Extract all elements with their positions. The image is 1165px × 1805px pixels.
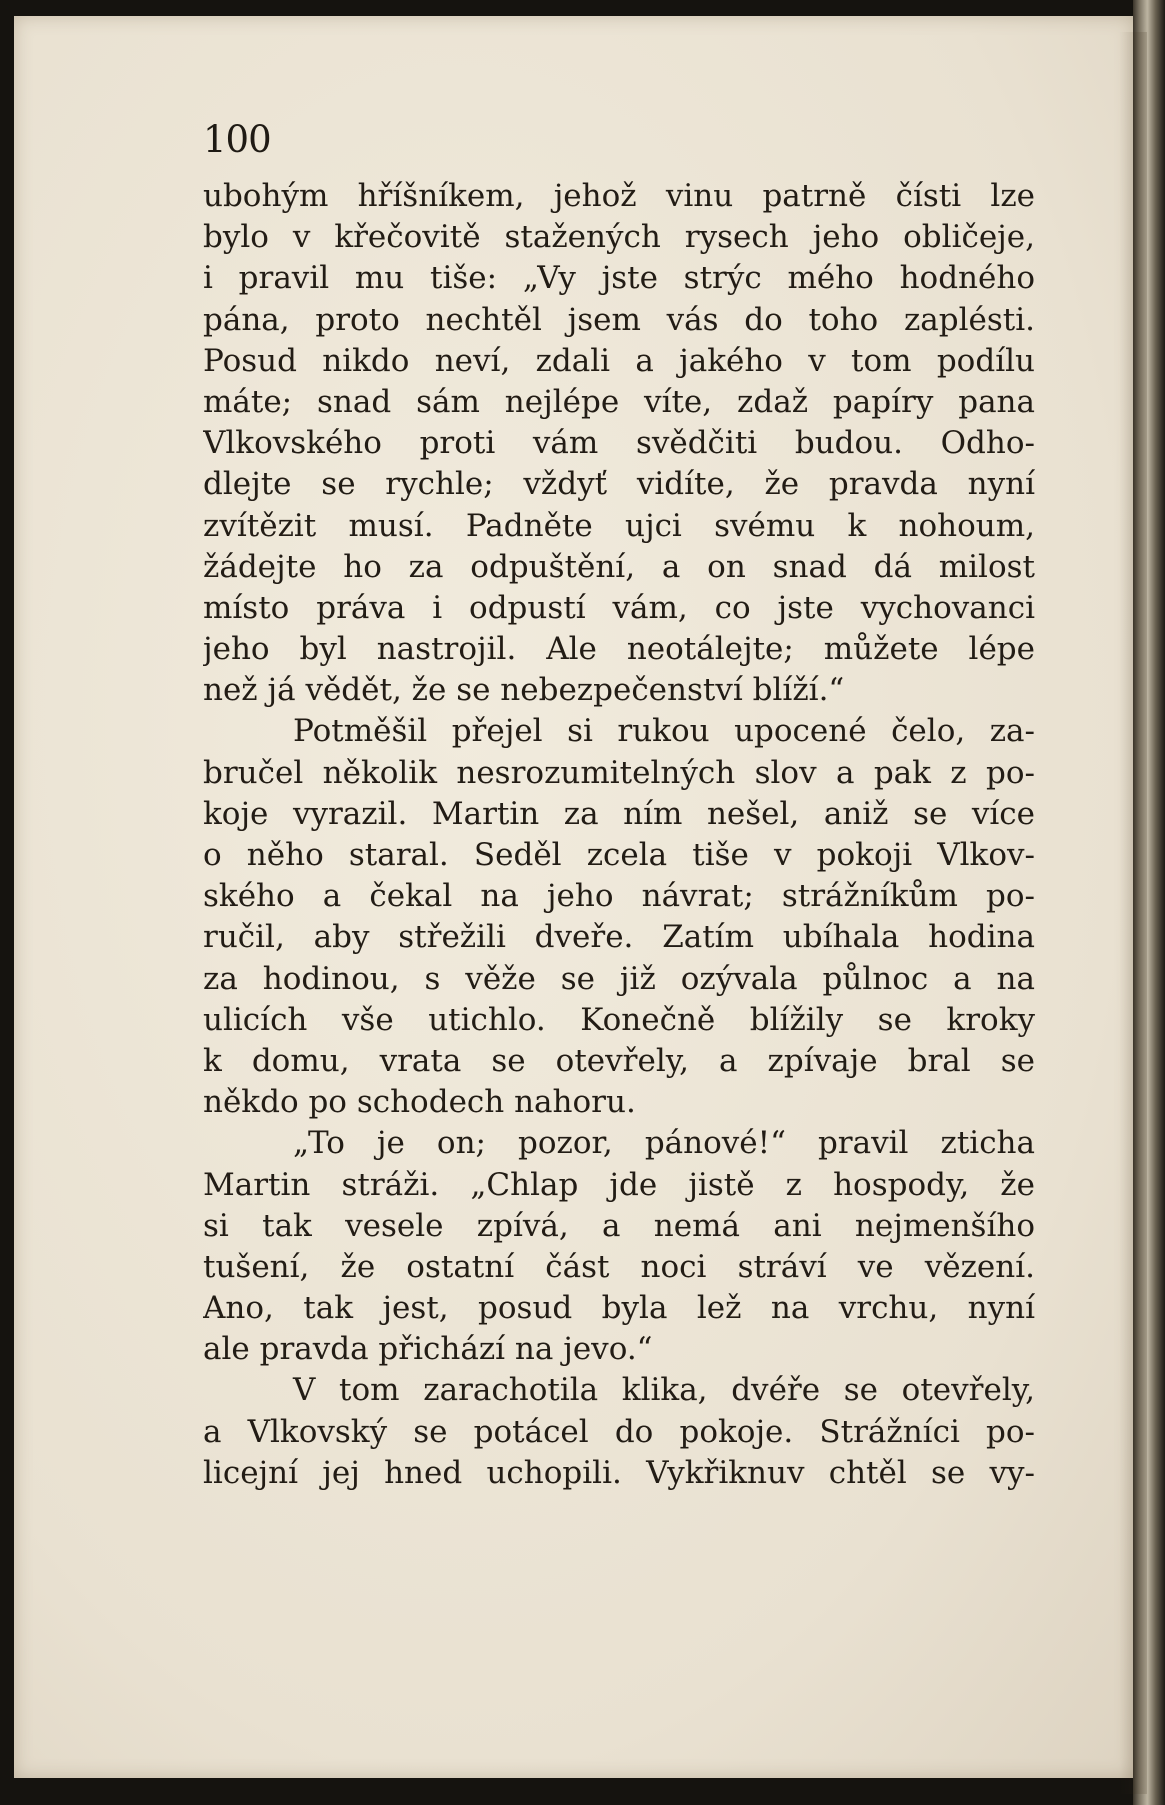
text-line: bručel několik nesrozumitelných slov a pak z po-	[203, 754, 1035, 791]
text-line: ulicích vše utichlo. Konečně blížily se kroky	[203, 1001, 1035, 1038]
text-line: dlejte se rychle; vždyť vidíte, že pravda nyní	[203, 466, 1035, 503]
text-line: pána, proto nechtěl jsem vás do toho zaplésti.	[203, 301, 1035, 338]
text-line: Martin stráži. „Chlap jde jistě z hospody, že	[203, 1166, 1035, 1203]
text-line: licejní jej hned uchopili. Vykřiknuv chtěl se vy-	[203, 1454, 1035, 1491]
text-line: máte; snad sám nejlépe víte, zdaž papíry pana	[203, 383, 1035, 420]
text-line: za hodinou, s věže se již ozývala půlnoc a na	[203, 960, 1035, 997]
text-line: si tak vesele zpívá, a nemá ani nejmenšího	[203, 1207, 1035, 1244]
text-line: ale pravda přichází na jevo.“	[203, 1331, 653, 1368]
text-line: ručil, aby střežili dveře. Zatím ubíhala hodina	[203, 919, 1035, 956]
gutter-shadow	[1119, 32, 1147, 1794]
text-line: i pravil mu tiše: „Vy jste strýc mého hodného	[203, 260, 1035, 297]
text-line: než já vědět, že se nebezpečenství blíží.“	[203, 672, 845, 709]
text-line: zvítězit musí. Padněte ujci svému k nohoum,	[203, 507, 1035, 544]
text-line: místo práva i odpustí vám, co jste vychovanci	[203, 589, 1035, 626]
text-line: jeho byl nastrojil. Ale neotálejte; můžete lépe	[203, 631, 1035, 668]
text-line: a Vlkovský se potácel do pokoje. Strážníci po-	[203, 1413, 1035, 1450]
text-line: koje vyrazil. Martin za ním nešel, aniž se více	[203, 795, 1035, 832]
text-line: Vlkovského proti vám svědčiti budou. Odho-	[203, 425, 1035, 462]
page-number: 100	[203, 118, 271, 161]
text-line: tušení, že ostatní část noci stráví ve vězení.	[203, 1248, 1035, 1285]
text-line: ubohým hříšníkem, jehož vinu patrně čísti lze	[203, 178, 1035, 214]
text-line: bylo v křečovitě stažených rysech jeho obličeje,	[203, 219, 1035, 256]
text-line: Posud nikdo neví, zdali a jakého v tom podílu	[203, 342, 1035, 379]
text-line: „To je on; pozor, pánové!“ pravil zticha	[293, 1125, 1035, 1162]
text-line: žádejte ho za odpuštění, a on snad dá milost	[203, 548, 1035, 585]
text-line: V tom zarachotila klika, dvéře se otevřely,	[293, 1372, 1035, 1409]
text-line: Potměšil přejel si rukou upocené čelo, za-	[293, 713, 1035, 750]
text-line: Ano, tak jest, posud byla lež na vrchu, nyní	[203, 1290, 1035, 1327]
text-line: někdo po schodech nahoru.	[203, 1084, 636, 1121]
text-line: ského a čekal na jeho návrat; strážníkům po-	[203, 878, 1035, 915]
text-line: o něho staral. Seděl zcela tiše v pokoji Vlkov-	[203, 837, 1035, 873]
body-text	[203, 176, 1035, 1494]
text-line: k domu, vrata se otevřely, a zpívaje bral se	[203, 1042, 1035, 1079]
